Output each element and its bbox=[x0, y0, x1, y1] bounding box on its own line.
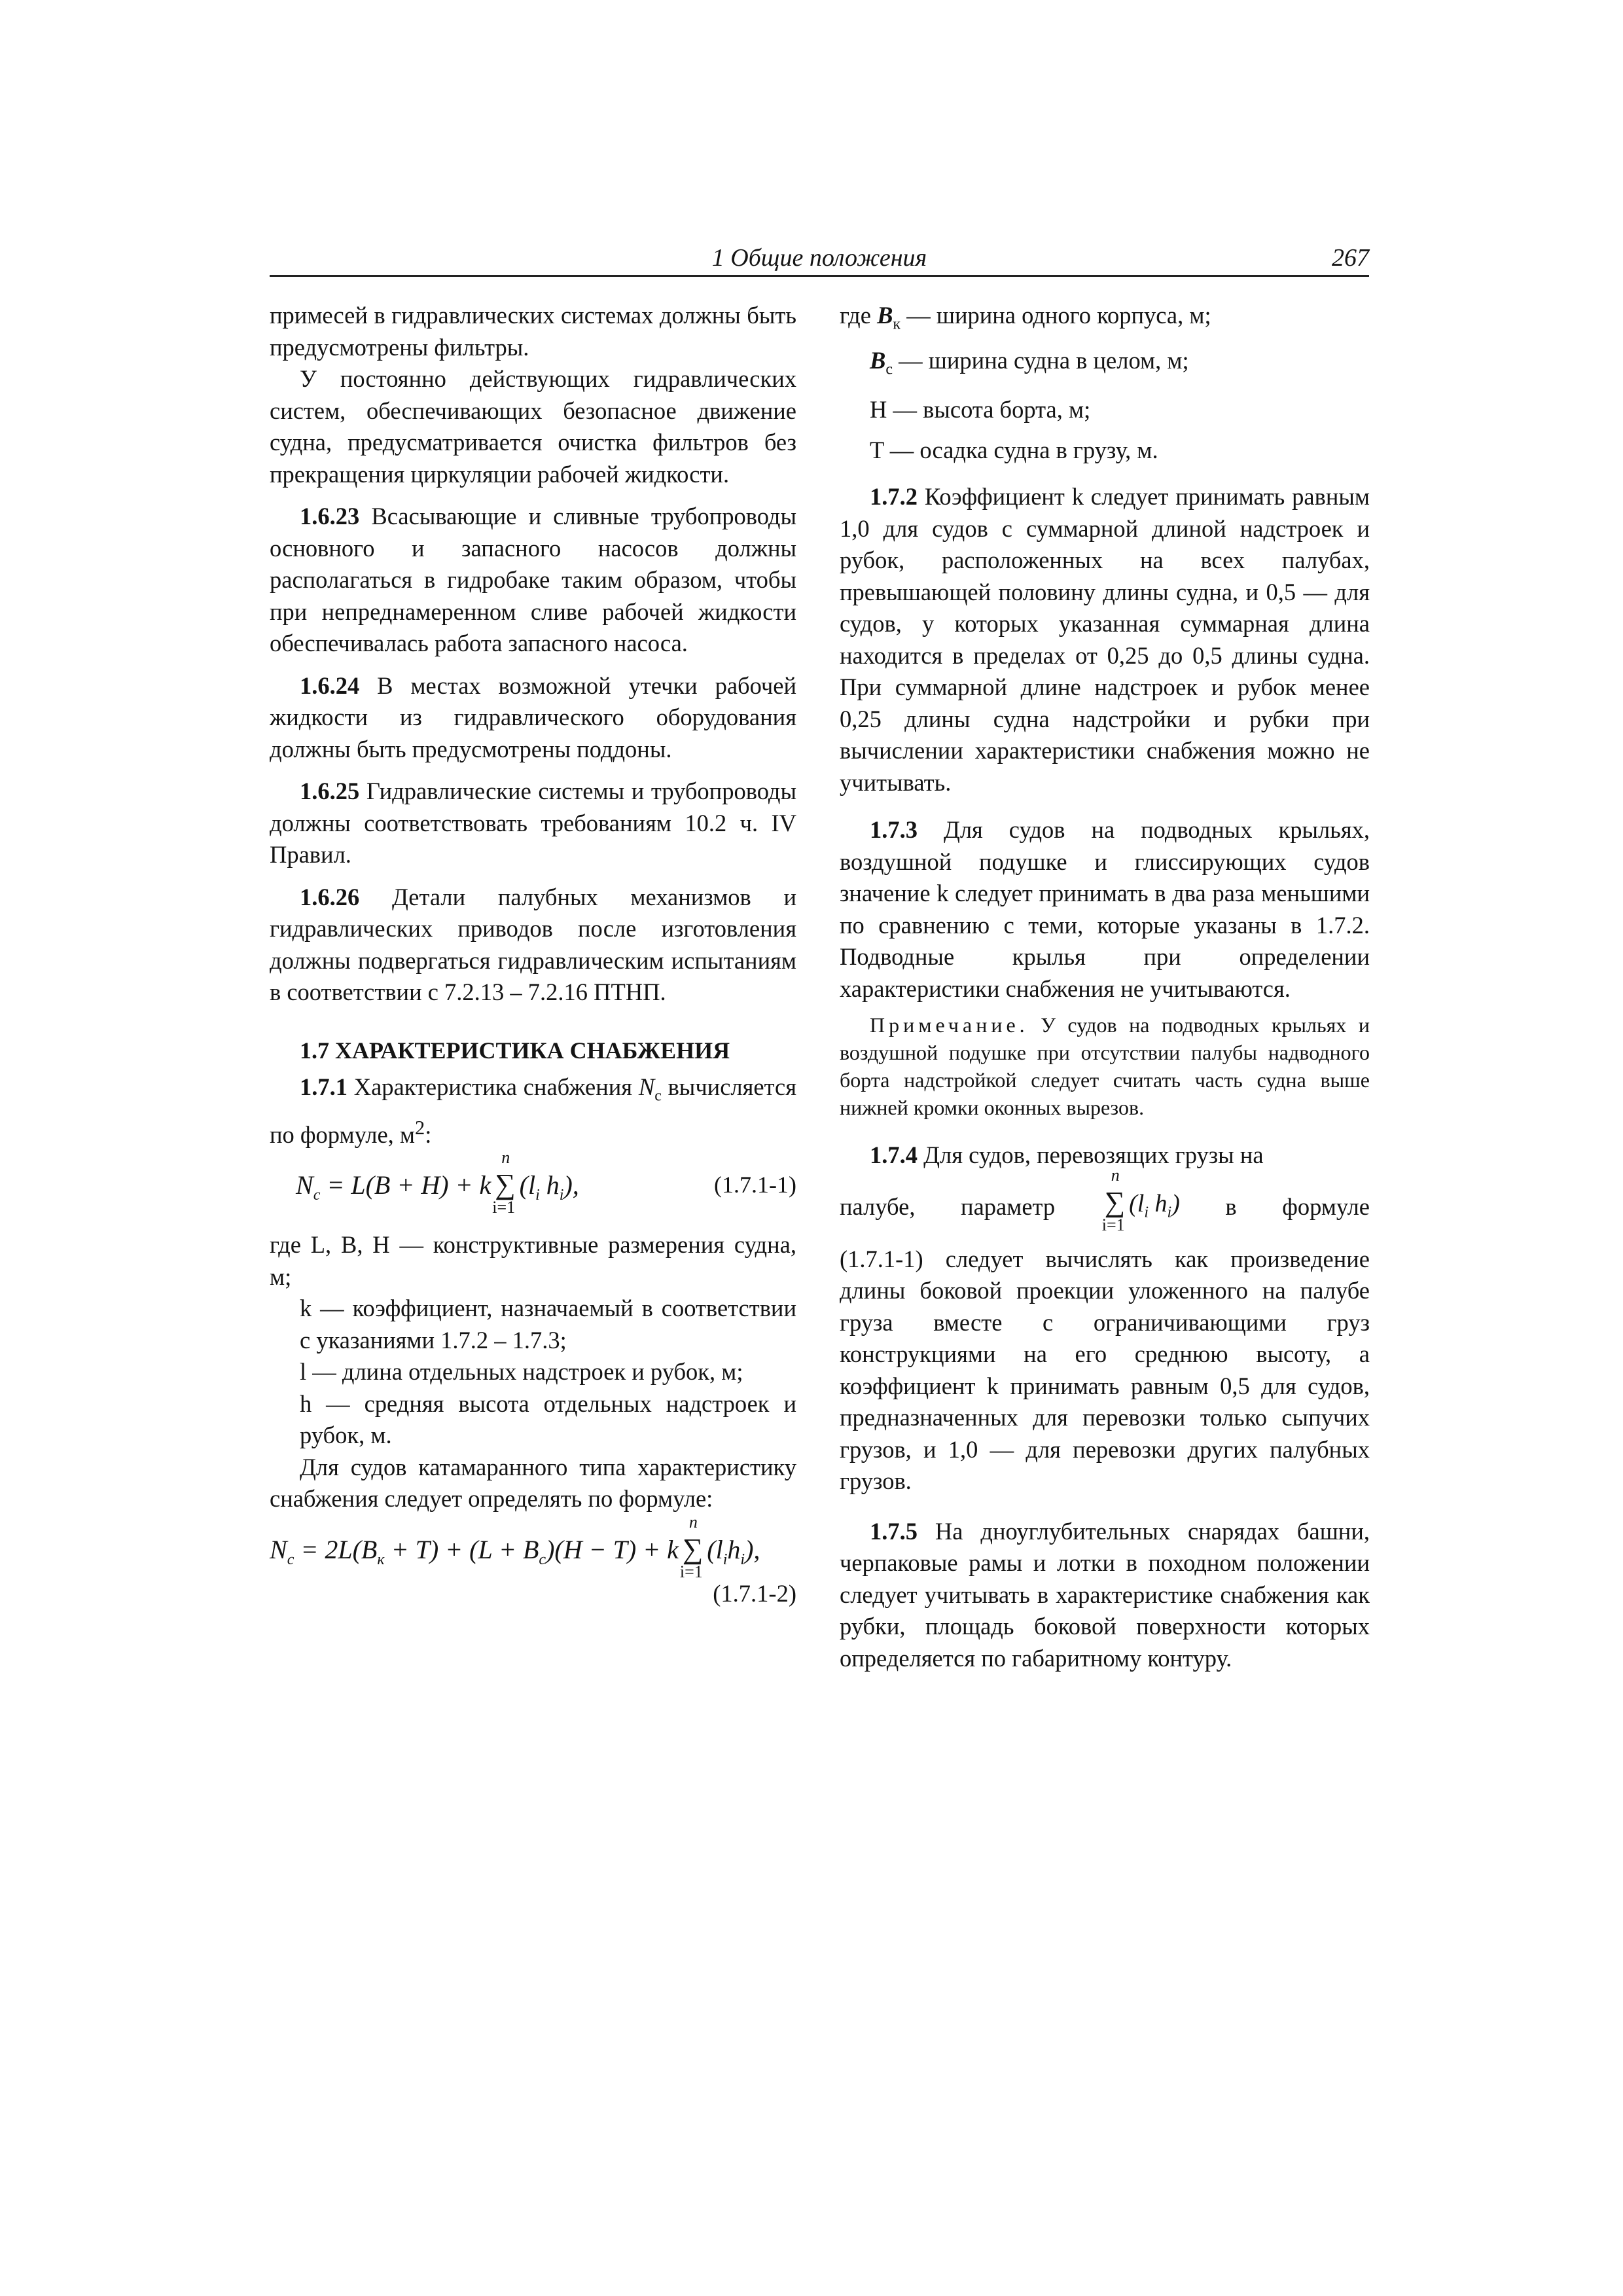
paragraph-1-6-25 bbox=[270, 776, 796, 871]
formula-part: c bbox=[313, 1187, 321, 1204]
definition-text: — ширина судна в целом, м; bbox=[893, 346, 1189, 374]
section-title: 1 Общие положения bbox=[711, 244, 927, 272]
formula-part: ), bbox=[745, 1534, 760, 1564]
note-label: Примечание. bbox=[870, 1013, 1029, 1037]
sum-upper: n bbox=[688, 1512, 698, 1532]
sum-symbol: ∑ n i=1 bbox=[492, 1148, 516, 1217]
paragraph-1-6-24 bbox=[270, 670, 796, 766]
definition-text: — ширина одного корпуса, м; bbox=[901, 302, 1211, 329]
definition-text: где bbox=[840, 302, 878, 329]
definition: k — коэффициент, назначаемый в соответствии с указаниями 1.7.2 – 1.7.3; bbox=[300, 1295, 796, 1354]
inline-sum-expression: ∑ n i=1 ($l_i$ $h_i$) bbox=[1101, 1165, 1180, 1234]
formula-expression: $N_c = 2L(B_к + T) + (L + B_c)(H - T) + k$ ∑ n i=1 $(l_ih_i)$, bbox=[270, 1512, 760, 1581]
formula-part: к bbox=[377, 1551, 385, 1568]
paragraph: (1.7.1-1) следует вычислять как произведение длины боковой проекции уложенного на палубе груза вместе с ограничивающими груз конструкциями на его среднюю высоту, а коэффициент k принимать равным 0,5 для судов, предназначенных для перевозки только сыпучих грузов, и 1,0 — для перевозки других палубных грузов. bbox=[840, 1245, 1370, 1495]
definition: T — осадка судна в грузу, м. bbox=[870, 437, 1158, 464]
subscript: с bbox=[654, 1087, 662, 1105]
note bbox=[840, 1011, 1370, 1121]
clause-text: Для судов на подводных крыльях, воздушной подушке и глиссирующих судов значение k следует принимать в два раза меньшими по сравнению с теми, которые указаны в 1.7.2. Подводные крылья при определении характеристики снабжения не учитываются. bbox=[840, 816, 1370, 1002]
paragraph-1-7-4 bbox=[840, 1139, 1370, 1172]
clause-text: На дноуглубительных снарядах башни, черпаковые рамы и лотки в походном положении следует учитывать в характеристике снабжения как рубки, площадь боковой поверхности которых определяется по габаритному контуру. bbox=[840, 1517, 1370, 1672]
formula-1-7-1-1 bbox=[270, 1148, 796, 1229]
formula-part: (l bbox=[707, 1534, 723, 1564]
definitions-list bbox=[840, 340, 1370, 471]
formula-part: h bbox=[727, 1534, 741, 1564]
word: палубе, bbox=[840, 1193, 916, 1221]
formula-number: (1.7.1-1) bbox=[714, 1172, 796, 1198]
clause-text: Гидравлические системы и трубопроводы должны соответствовать требованиям 10.2 ч. IV Правил. bbox=[270, 778, 796, 868]
paragraph-1-7-5 bbox=[840, 1516, 1370, 1675]
subscript: с bbox=[885, 361, 893, 378]
sum-lower: i=1 bbox=[679, 1562, 703, 1581]
formula-part: = L(B + H) + k bbox=[320, 1170, 491, 1200]
definition bbox=[840, 340, 1370, 389]
clause-text: В местах возможной утечки рабочей жидкости из гидравлического оборудования должны быть предусмотрены поддоны. bbox=[270, 672, 796, 762]
formula-expression: $N_c = L(B + H) + k$ ∑ n i=1 ($l_i$ $h_i$), bbox=[296, 1148, 579, 1217]
section-heading: 1.7 ХАРАКТЕРИСТИКА СНАБЖЕНИЯ bbox=[300, 1037, 730, 1064]
formula-part: N bbox=[270, 1534, 287, 1564]
definition: h — средняя высота отдельных надстроек и рубок, м. bbox=[300, 1390, 796, 1449]
paragraph: Для судов катамаранного типа характеристику снабжения следует определять по формуле: bbox=[270, 1453, 796, 1513]
formula-number: (1.7.1-2) bbox=[713, 1579, 796, 1607]
inline-formula-line bbox=[840, 1165, 1370, 1244]
right-column bbox=[840, 300, 1370, 1674]
sum-upper: n bbox=[1111, 1165, 1120, 1185]
paragraph-1-6-26 bbox=[270, 882, 796, 1009]
formula-part: c bbox=[539, 1551, 546, 1568]
clause-number: 1.7.2 bbox=[870, 483, 918, 511]
formula-part: (l bbox=[1129, 1189, 1145, 1217]
clause-number: 1.6.25 bbox=[300, 778, 360, 804]
clause-number: 1.7.3 bbox=[870, 816, 918, 844]
formula-part: + T) + (L + B bbox=[384, 1534, 539, 1564]
superscript: 2 bbox=[415, 1116, 425, 1139]
clause-text: Всасывающие и сливные трубопроводы основного и запасного насосов должны располагаться в гидробаке таким образом, чтобы при непреднамеренном сливе рабочей жидкости обеспечивалась работа запасного насоса. bbox=[270, 503, 796, 656]
word: в bbox=[1225, 1193, 1237, 1221]
paragraph-1-7-2 bbox=[840, 481, 1370, 798]
clause-number: 1.7.4 bbox=[870, 1141, 918, 1169]
clause-number: 1.7.1 bbox=[300, 1073, 348, 1100]
clause-text: Детали палубных механизмов и гидравлических приводов после изготовления должны подвергаться гидравлическим испытаниям в соответствии с 7.2.13 – 7.2.16 ПТНП. bbox=[270, 883, 796, 1005]
formula-part: N bbox=[296, 1170, 313, 1200]
sum-lower: i=1 bbox=[1101, 1215, 1125, 1234]
symbol: B bbox=[870, 346, 886, 374]
formula-part: ), bbox=[563, 1170, 579, 1200]
sum-upper: n bbox=[501, 1148, 510, 1168]
definition: l — длина отдельных надстроек и рубок, м; bbox=[300, 1358, 743, 1386]
formula-part: (l bbox=[519, 1170, 536, 1200]
formula-part: = 2L(B bbox=[294, 1534, 378, 1564]
clause-number: 1.7.5 bbox=[870, 1517, 918, 1545]
formula-part: h bbox=[539, 1170, 560, 1200]
left-column bbox=[270, 300, 796, 1609]
paragraph-1-6-23 bbox=[270, 501, 796, 660]
definition bbox=[840, 300, 1370, 340]
formula-1-7-1-2 bbox=[270, 1512, 796, 1581]
paragraph: У постоянно действующих гидравлических систем, обеспечивающих безопасное движение судна, предусматривается очистка фильтров без прекращения циркуляции рабочей жидкости. bbox=[270, 365, 796, 488]
running-header bbox=[270, 241, 1369, 277]
clause-text: : bbox=[425, 1121, 432, 1148]
sum-symbol: ∑ n i=1 bbox=[1101, 1165, 1126, 1234]
definition: H — высота борта, м; bbox=[870, 396, 1091, 423]
page-number: 267 bbox=[1332, 244, 1369, 272]
paragraph-1-7-1 bbox=[270, 1071, 796, 1151]
word: формуле bbox=[1282, 1193, 1370, 1221]
definition: где L, B, H — конструктивные размерения судна, м; bbox=[270, 1231, 796, 1290]
note-text: У судов на подводных крыльях и воздушной подушке при отсутствии палубы надводного борта надстройкой следует считать часть судна выше нижней кромки оконных вырезов. bbox=[840, 1013, 1370, 1120]
symbol: N bbox=[638, 1073, 655, 1100]
subscript: к bbox=[893, 315, 901, 333]
formula-part: h bbox=[1149, 1189, 1168, 1217]
word: параметр bbox=[961, 1193, 1056, 1221]
paragraph: примесей в гидравлических системах должны быть предусмотрены фильтры. bbox=[270, 302, 796, 361]
clause-number: 1.6.23 bbox=[300, 503, 360, 529]
symbol: B bbox=[877, 302, 893, 329]
definitions-list bbox=[270, 1229, 796, 1452]
sum-lower: i=1 bbox=[492, 1198, 516, 1217]
sum-symbol: ∑ n i=1 bbox=[679, 1512, 704, 1581]
paragraph-1-7-3 bbox=[840, 814, 1370, 1005]
clause-text: Характеристика снабжения bbox=[348, 1073, 639, 1100]
formula-part: c bbox=[287, 1551, 294, 1568]
clause-text: Для судов, перевозящих грузы на bbox=[918, 1141, 1264, 1169]
clause-number: 1.6.24 bbox=[300, 672, 360, 699]
formula-part: )(H − T) + k bbox=[546, 1534, 679, 1564]
formula-part: ) bbox=[1171, 1189, 1180, 1217]
clause-text: Коэффициент k следует принимать равным 1,0 для судов с суммарной длиной надстроек и рубок, расположенных на всех палубах, превышающей половину длины судна, и 0,5 — для судов, у которых указанная суммарная длина находится в пределах от 0,25 до 0,5 длины судна. При суммарной длине надстроек и рубок менее 0,25 длины судна надстройки и рубки при вычислении характеристики снабжения можно не учитывать. bbox=[840, 483, 1370, 796]
clause-text: вычисляется по формуле, м bbox=[270, 1073, 797, 1148]
clause-number: 1.6.26 bbox=[300, 883, 360, 910]
